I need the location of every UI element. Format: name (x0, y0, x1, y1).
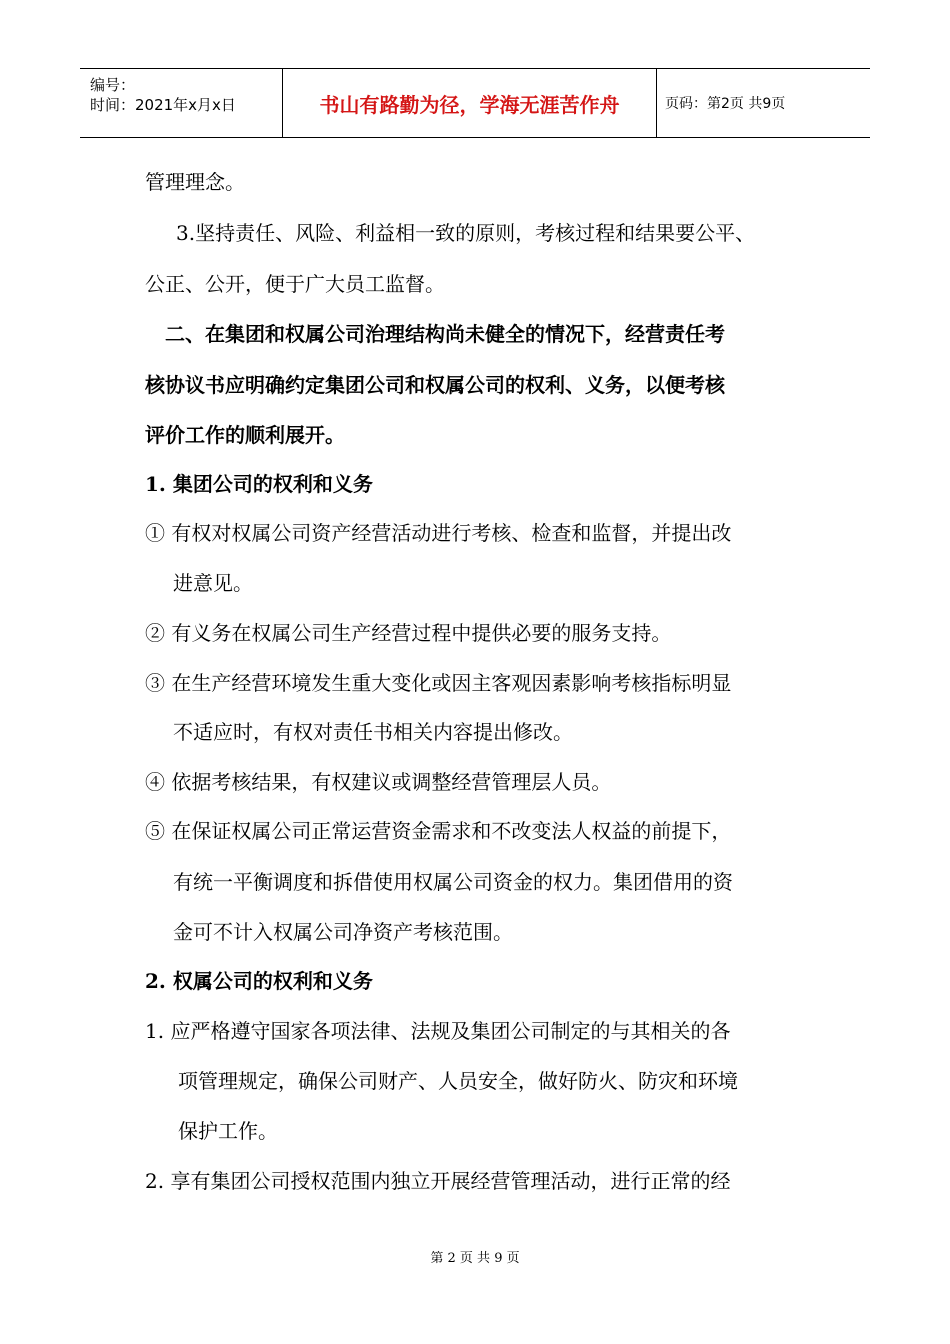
header-divider (656, 69, 657, 137)
list-item: ① 有权对权属公司资产经营活动进行考核、检查和监督，并提出改 (145, 521, 732, 545)
list-item-continuation: 不适应时，有权对责任书相关内容提出修改。 (173, 720, 573, 744)
header-page-info: 页码：第2页 共9页 (665, 96, 786, 112)
list-item: 2. 享有集团公司授权范围内独立开展经营管理活动，进行正常的经 (145, 1169, 731, 1193)
list-item-continuation: 金可不计入权属公司净资产考核范围。 (173, 920, 513, 944)
document-time-label: 时间：2021年x月x日 (90, 96, 236, 114)
header-meta (90, 75, 236, 115)
section-heading: 核协议书应明确约定集团公司和权属公司的权利、义务，以便考核 (145, 373, 725, 397)
list-item: ④ 依据考核结果，有权建议或调整经营管理层人员。 (145, 770, 612, 794)
list-item-continuation: 项管理规定，确保公司财产、人员安全，做好防火、防灾和环境 (178, 1069, 738, 1093)
subsection-heading: 1. 集团公司的权利和义务 (145, 472, 373, 496)
text-line: 管理理念。 (145, 170, 245, 194)
text-line: 3.坚持责任、风险、利益相一致的原则，考核过程和结果要公平、 (176, 221, 756, 245)
list-item: ③ 在生产经营环境发生重大变化或因主客观因素影响考核指标明显 (145, 671, 732, 695)
page-footer: 第 2 页 共 9 页 (430, 1251, 520, 1266)
page-header (80, 68, 870, 138)
list-item-continuation: 有统一平衡调度和拆借使用权属公司资金的权力。集团借用的资 (173, 870, 733, 894)
text-line: 公正、公开，便于广大员工监督。 (145, 272, 445, 296)
list-item: ⑤ 在保证权属公司正常运营资金需求和不改变法人权益的前提下， (145, 819, 732, 843)
document-number-label: 编号： (90, 76, 136, 94)
header-motto: 书山有路勤为径，学海无涯苦作舟 (319, 92, 620, 117)
section-heading: 二、在集团和权属公司治理结构尚未健全的情况下，经营责任考 (165, 322, 725, 346)
subsection-heading: 2. 权属公司的权利和义务 (145, 969, 373, 993)
list-item: 1. 应严格遵守国家各项法律、法规及集团公司制定的与其相关的各 (145, 1019, 731, 1043)
list-item: ② 有义务在权属公司生产经营过程中提供必要的服务支持。 (145, 621, 672, 645)
list-item-continuation: 进意见。 (173, 571, 253, 595)
section-heading: 评价工作的顺利展开。 (145, 423, 345, 447)
list-item-continuation: 保护工作。 (178, 1119, 278, 1143)
